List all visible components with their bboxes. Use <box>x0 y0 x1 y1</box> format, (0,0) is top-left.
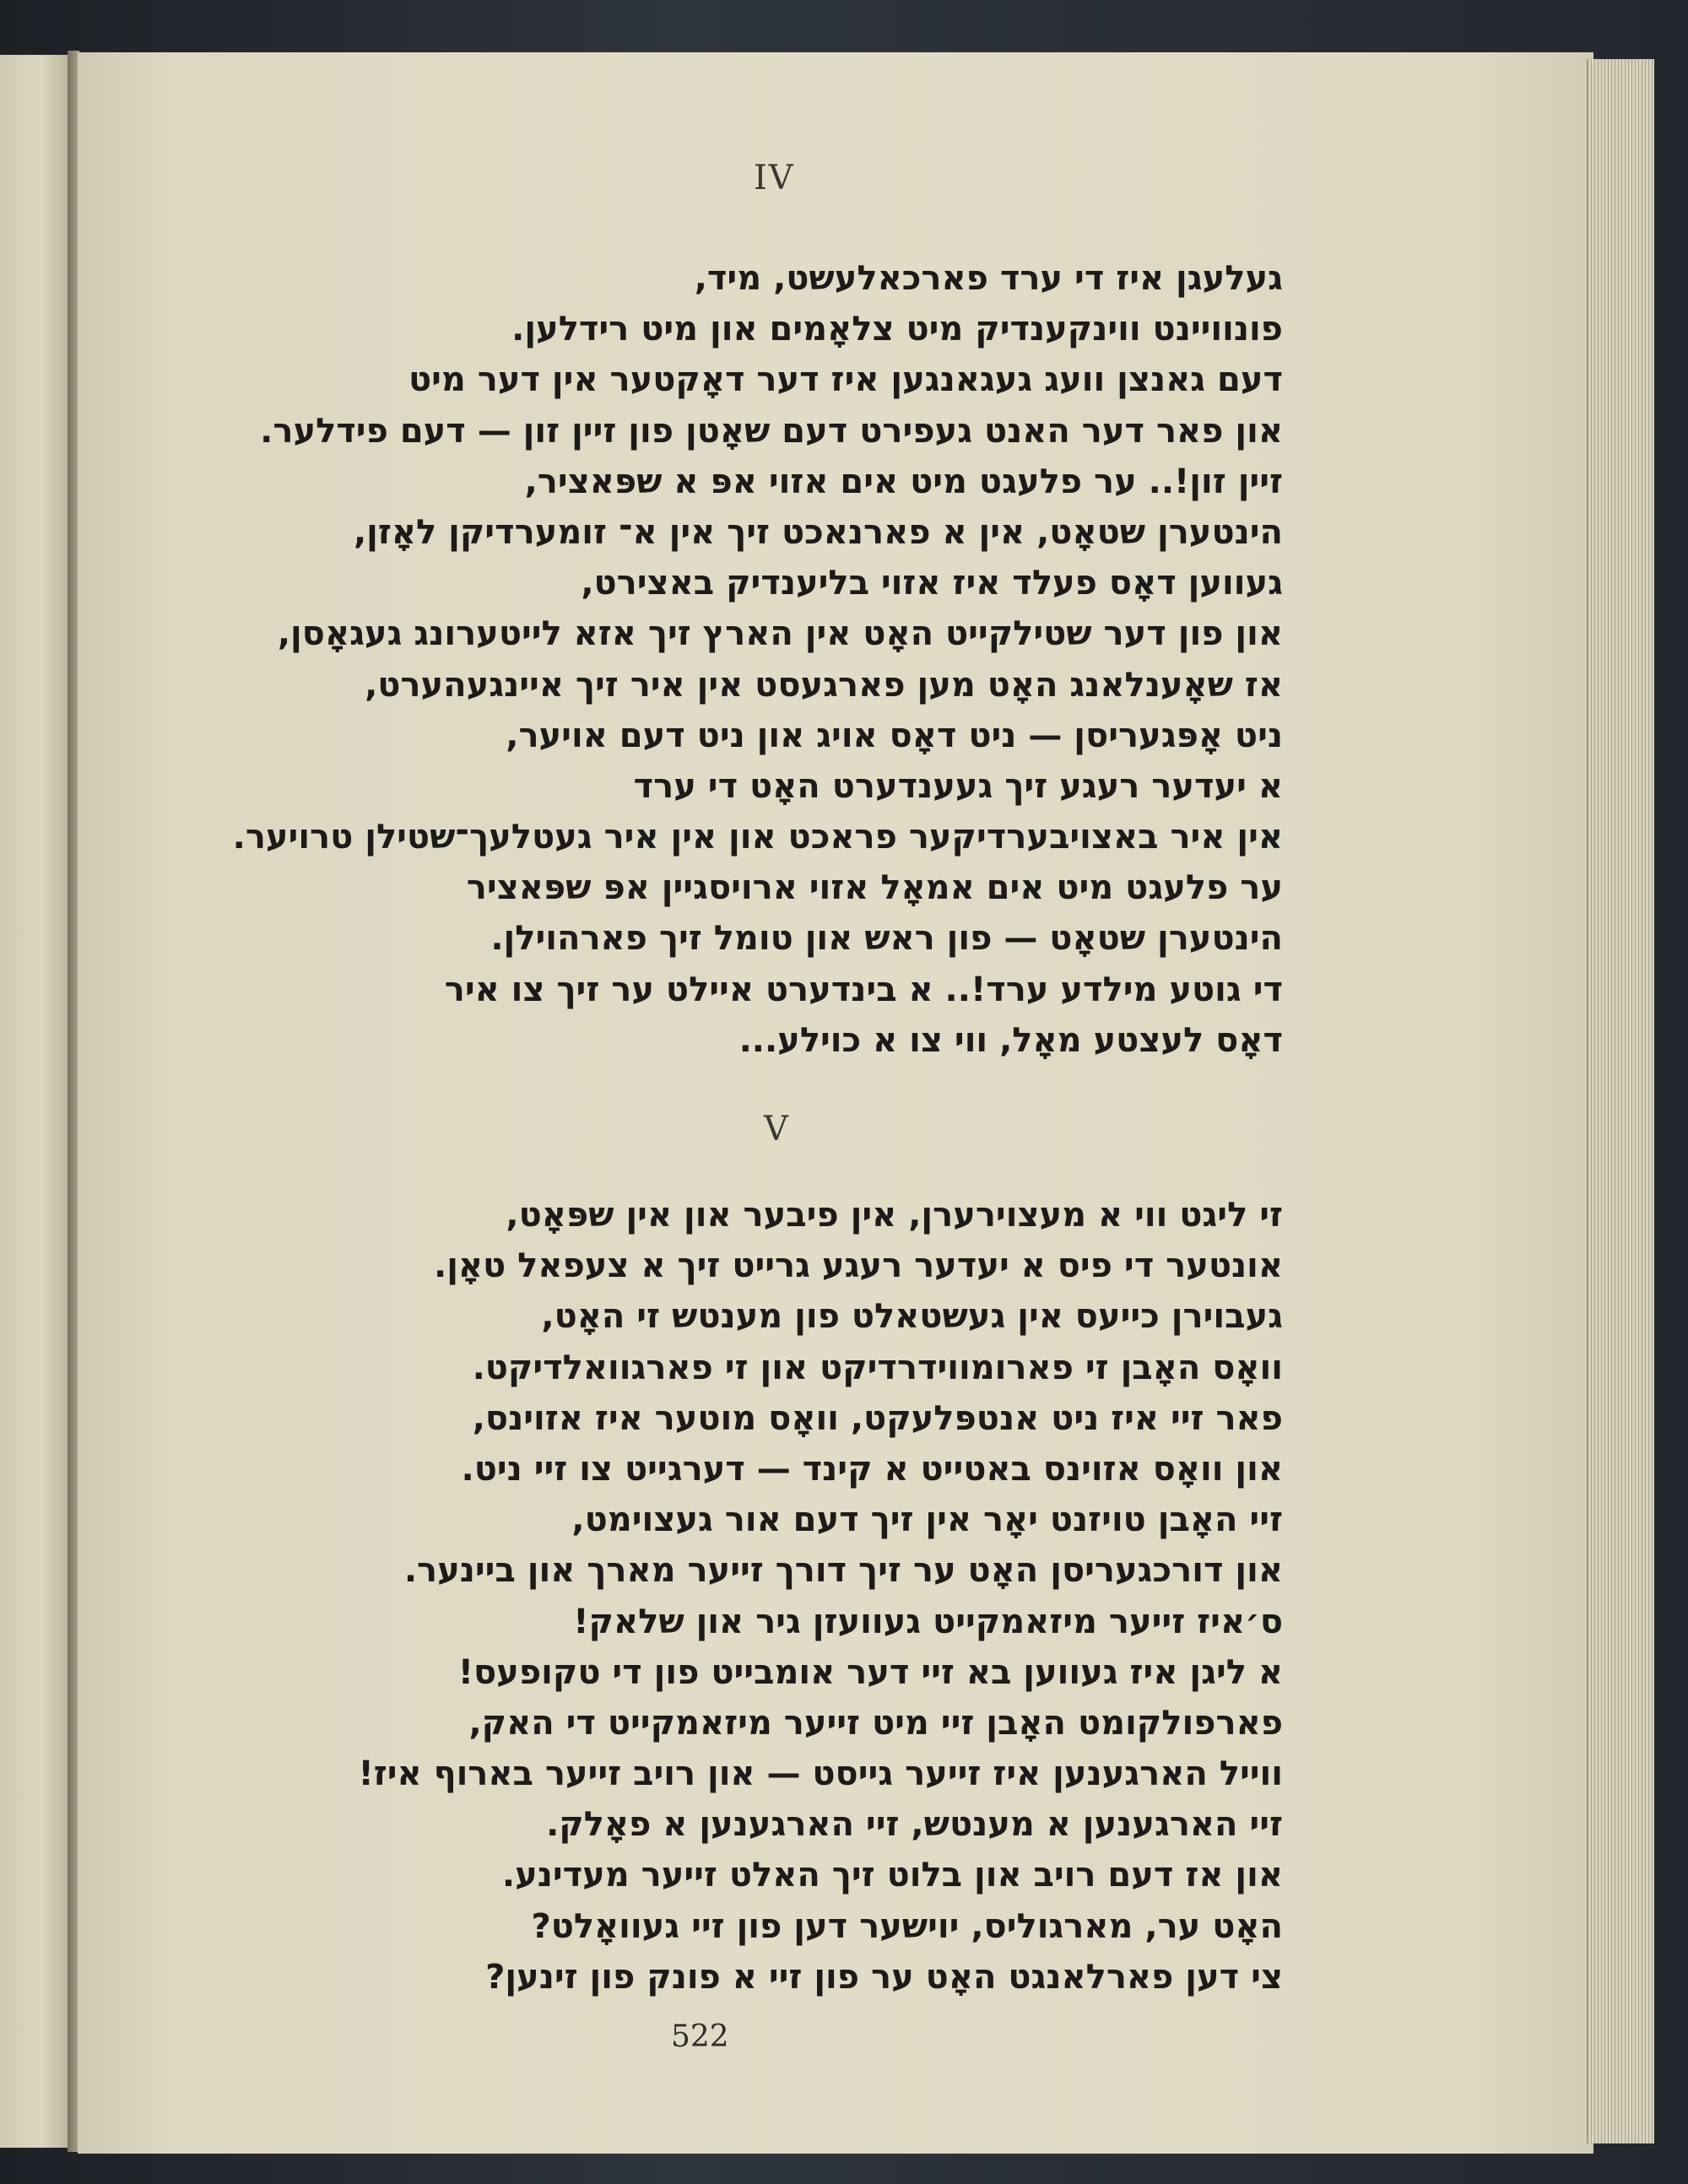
poem-line: דאָס לעצטע מאָל, ווי צו א כוילע... <box>738 1020 1283 1060</box>
left-page-edge <box>0 55 70 2148</box>
poem-line: און פאר דער האנט געפירט דעם שאָטן פון זיין זון — דעם פידלער. <box>260 411 1283 451</box>
poem-line: געלעגן איז די ערד פארכאלעשט, מיד, <box>694 259 1283 298</box>
poem-line: זיין זון!.. ער פלעגט מיט אים אזוי אפּ א שפּאציר, <box>524 462 1283 501</box>
poem-line: פאר זיי איז ניט אנטפּלעקט, וואָס מוטער איז אזוינס, <box>472 1398 1283 1438</box>
poem-line: זיי האָבן טויזנט יאָר אין זיך דעם אור געצוימט, <box>571 1500 1283 1540</box>
poem-line: ס׳איז זייער מיזאמקייט געוועזן גיר און שלאק! <box>573 1602 1283 1641</box>
poem-line: הינטערן שטאָט, אין א פארנאכט זיך אין א־ זומערדיקן לאָזן, <box>353 512 1283 552</box>
poem-line: געווען דאָס פעלד איז אזוי בליענדיק באצירט, <box>581 564 1283 603</box>
poem-line: צי דען פארלאנגט האָט ער פון זיי א פונק פון זינען? <box>485 1957 1283 1997</box>
page-number: 522 <box>671 2019 729 2054</box>
poem-line: און וואָס אזוינס באטייט א קינד — דערגייט צו זיי ניט. <box>461 1449 1283 1489</box>
poem-line: פונוויינט ווינקענדיק מיט צלאָמים און מיט רידלען. <box>511 310 1283 349</box>
poem-line: און אז דעם רויב און בלוט זיך האלט זייער מעדינע. <box>501 1856 1283 1895</box>
poem-section-iv <box>169 253 1283 1066</box>
poem-line: א ליגן איז געווען בא זיי דער אומבייט פון די טקופעס! <box>457 1652 1283 1692</box>
poem-line: זיי הארגענען א מענטש, זיי הארגענען א פאָלק. <box>546 1805 1283 1845</box>
poem-line: הינטערן שטאָט — פון ראש און טומל זיך פארהוילן. <box>490 919 1283 959</box>
poem-line: ער פלעגט מיט אים אמאָל אזוי ארויסגיין אפּ שפּאציר <box>466 868 1283 908</box>
poem-line: אז שאָענלאנג האָט מען פארגעסט אין איר זיך איינגעהערט, <box>365 665 1283 705</box>
poem-line: אונטער די פיס א יעדער רעגע גרייט זיך א צעפאל טאָן. <box>434 1246 1283 1286</box>
page-block-edges <box>1587 59 1654 2143</box>
poem-line: א יעדער רעגע זיך געענדערט האָט די ערד <box>633 766 1283 806</box>
poem-line: דעם גאנצן וועג געגאנגען איז דער דאָקטער אין דער מיט <box>408 360 1283 400</box>
poem-line: ווייל הארגענען איז זייער גייסט — און רויב זייער בארוף איז! <box>358 1754 1283 1794</box>
poem-line: ניט אָפּגעריסן — ניט דאָס אויג און ניט דעם אויער, <box>506 716 1283 755</box>
poem-line: און פון דער שטילקייט האָט אין הארץ זיך אזא לייטערונג געגאָסן, <box>277 614 1283 654</box>
poem-line: אין איר באצויבערדיקער פראכט און אין איר געטלעך־שטילן טרויער. <box>232 818 1283 857</box>
poem-line: און דורכגעריסן האָט ער זיך דורך זייער מארך און ביינער. <box>403 1551 1283 1591</box>
poem-line: האָט ער, מארגוליס, יוישער דען פון זיי געוואָלט? <box>531 1906 1283 1946</box>
section-iv-heading: IV <box>754 159 795 197</box>
poem-line: געבוירן כייעס אין געשטאלט פון מענטש זי האָט, <box>541 1297 1283 1337</box>
poem-line: זי ליגט ווי א מעצוירערן, אין פיבער און אין שפּאָט, <box>506 1196 1283 1235</box>
poem-line: די גוטע מילדע ערד!.. א בינדערט איילט ער זיך צו איר <box>444 970 1283 1009</box>
section-v-heading: V <box>764 1110 790 1149</box>
poem-line: וואָס האָבן זי פארומווידרדיקט און זי פארגוואלדיקט. <box>472 1348 1283 1387</box>
poem-line: פארפולקומט האָבן זיי מיט זייער מיזאמקייט די האק, <box>468 1703 1283 1743</box>
poem-section-v <box>169 1190 1283 2003</box>
